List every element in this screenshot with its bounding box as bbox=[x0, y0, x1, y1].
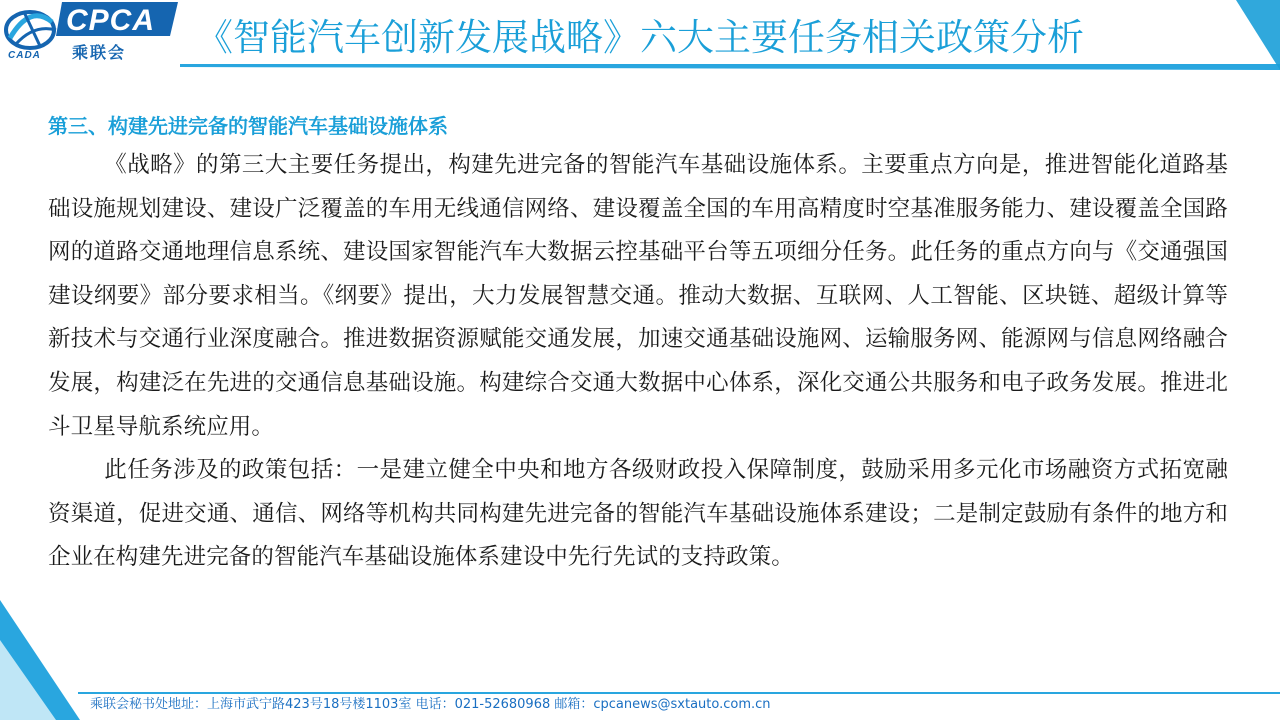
section-heading: 第三、构建先进完备的智能汽车基础设施体系 bbox=[48, 114, 448, 138]
corner-decoration bbox=[0, 600, 90, 720]
cpca-logo bbox=[0, 0, 180, 68]
logo-subtext: 乘联会 bbox=[72, 43, 127, 62]
page-title: 《智能汽车创新发展战略》六大主要任务相关政策分析 bbox=[196, 16, 1084, 59]
footer-divider bbox=[78, 692, 1280, 694]
paragraph-2: 此任务涉及的政策包括：一是建立健全中央和地方各级财政投入保障制度，鼓励采用多元化市场融资方式拓宽融资渠道，促进交通、通信、网络等机构共同构建先进完备的智能汽车基础设施体系建设；二是制定鼓励有条件的地方和企业在构建先进完备的智能汽车基础设施体系建设中先行先试的支持政策。 bbox=[48, 457, 1228, 571]
logo-caption: CADA bbox=[8, 50, 41, 61]
main-content bbox=[48, 108, 1228, 580]
logo-text: CPCA bbox=[66, 4, 156, 37]
footer-contact: 乘联会秘书处地址：上海市武宁路423号18号楼1103室 电话：021-52680968 邮箱：cpcanews@sxtauto.com.cn bbox=[90, 697, 771, 712]
header-corner-accent bbox=[1236, 0, 1280, 80]
paragraph-1: 《战略》的第三大主要任务提出，构建先进完备的智能汽车基础设施体系。主要重点方向是，推进智能化道路基础设施规划建设、建设广泛覆盖的车用无线通信网络、建设覆盖全国的车用高精度时空基准服务能力、建设覆盖全国路网的道路交通地理信息系统、建设国家智能汽车大数据云控基础平台等五项细分任务。此任务的重点方向与《交通强国建设纲要》部分要求相当。《纲要》提出，大力发展智慧交通。推动大数据、互联网、人工智能、区块链、超级计算等新技术与交通行业深度融合。推进数据资源赋能交通发展，加速交通基础设施网、运输服务网、能源网与信息网络融合发展，构建泛在先进的交通信息基础设施。构建综合交通大数据中心体系，深化交通公共服务和电子政务发展。推进北斗卫星导航系统应用。 bbox=[48, 152, 1228, 440]
header bbox=[0, 0, 1280, 90]
header-divider bbox=[180, 64, 1280, 70]
